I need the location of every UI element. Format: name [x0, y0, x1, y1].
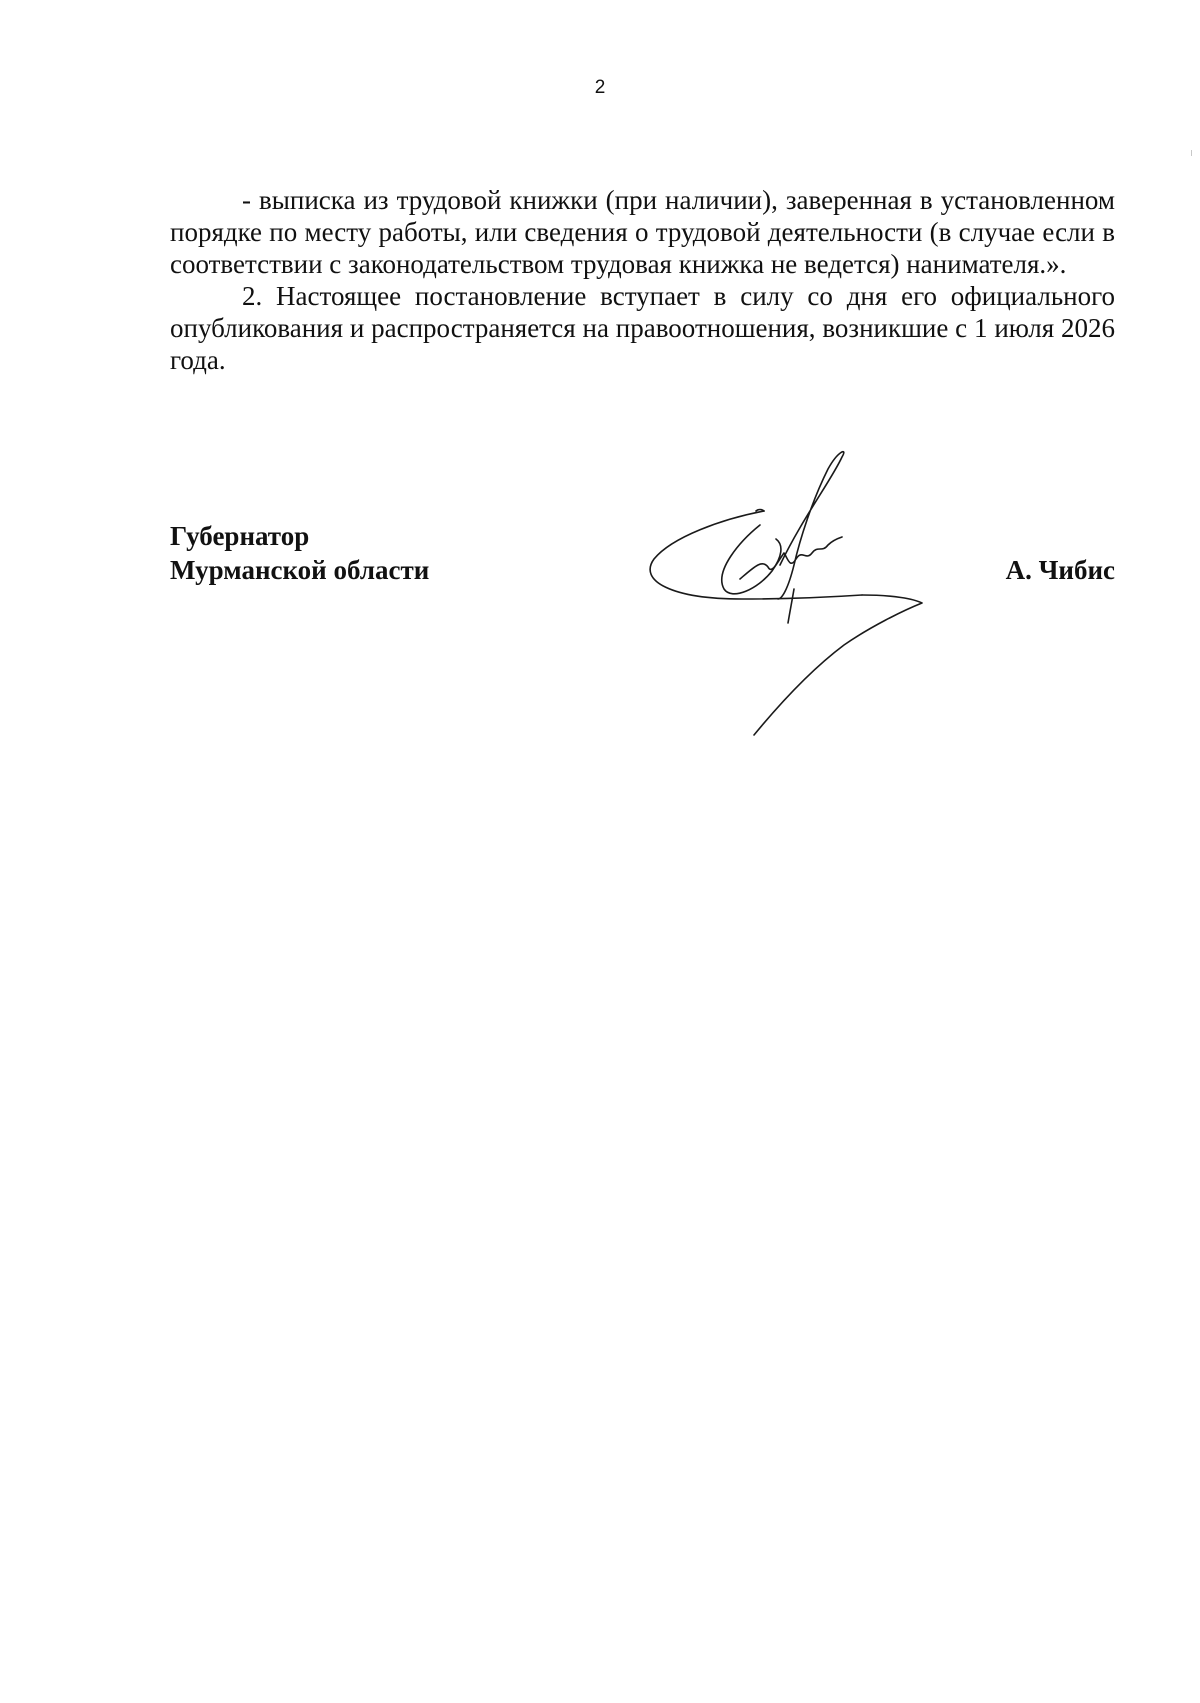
- signatory-title: [170, 519, 429, 587]
- paragraph-effective-date: 2. Настоящее постановление вступает в силу со дня его официального опубликования и распространяется на правоотношения, возникшие с 1 июля 2026 года.: [170, 281, 1115, 375]
- page-number: 2: [594, 77, 606, 98]
- signature-block: [170, 519, 1115, 749]
- signature-stroke-descender: [788, 589, 794, 623]
- signature-stroke-upper-loop: [778, 452, 844, 599]
- signatory-name: А. Чибис: [1005, 555, 1115, 585]
- scan-artifact: [1191, 150, 1192, 156]
- document-body: [170, 184, 1115, 376]
- signature-stroke-top-tail: [756, 510, 764, 512]
- signature-stroke-inner-loop: [722, 525, 781, 594]
- signatory-title-line-1: Губернатор: [170, 521, 310, 551]
- paragraph-employment-record-extract: - выписка из трудовой книжки (при наличии), заверенная в установленном порядке по месту работы, или сведения о трудовой деятельности (в случае если в соответствии с законодательством трудовая книжка не ведется) нанимателя.».: [170, 185, 1115, 279]
- handwritten-signature: [632, 449, 952, 749]
- signature-stroke-flourish: [754, 595, 922, 735]
- signatory-title-line-2: Мурманской области: [170, 555, 430, 585]
